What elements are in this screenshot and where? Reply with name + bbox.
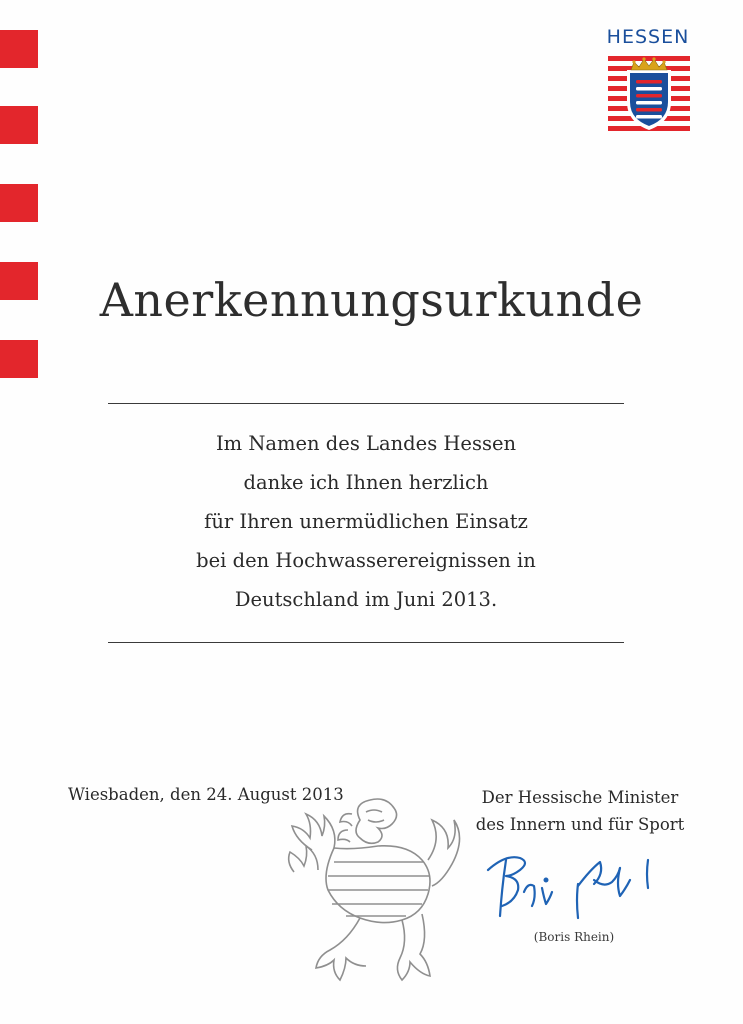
divider-bottom — [108, 642, 624, 643]
hessen-coat-of-arms-icon — [608, 54, 690, 134]
shield-lion-stripe — [636, 115, 662, 119]
place-date: Wiesbaden, den 24. August 2013 — [68, 785, 344, 804]
minister-title — [470, 784, 690, 838]
hessen-lion-watermark-icon — [282, 790, 462, 990]
body-line: für Ihren unermüdlichen Einsatz — [204, 510, 528, 533]
minister-line: Der Hessische Minister — [481, 788, 679, 807]
red-edge-bar — [0, 30, 38, 68]
red-edge-bar — [0, 184, 38, 222]
certificate-body — [108, 424, 624, 619]
shield-lion-stripe — [636, 87, 662, 91]
shield-lion-stripe — [636, 108, 662, 112]
logo-text: HESSEN — [606, 26, 690, 48]
shield-lion-stripe — [636, 80, 662, 84]
body-line: bei den Hochwasserereignissen in — [196, 549, 536, 572]
body-line: Deutschland im Juni 2013. — [234, 588, 498, 611]
hessen-logo — [600, 24, 696, 136]
handwritten-signature-icon — [480, 840, 670, 930]
body-line: Im Namen des Landes Hessen — [215, 432, 517, 455]
body-line: danke ich Ihnen herzlich — [243, 471, 489, 494]
logo-stripe — [608, 56, 690, 61]
red-edge-bar — [0, 262, 38, 300]
certificate-title: Anerkennungsurkunde — [99, 273, 644, 327]
shield-lion-stripe — [636, 101, 662, 105]
red-edge-bar — [0, 106, 38, 144]
divider-top — [108, 403, 624, 404]
minister-line: des Innern und für Sport — [475, 815, 685, 834]
shield-lion-stripe — [636, 94, 662, 98]
red-edge-bar — [0, 340, 38, 378]
signer-name: (Boris Rhein) — [533, 930, 615, 944]
